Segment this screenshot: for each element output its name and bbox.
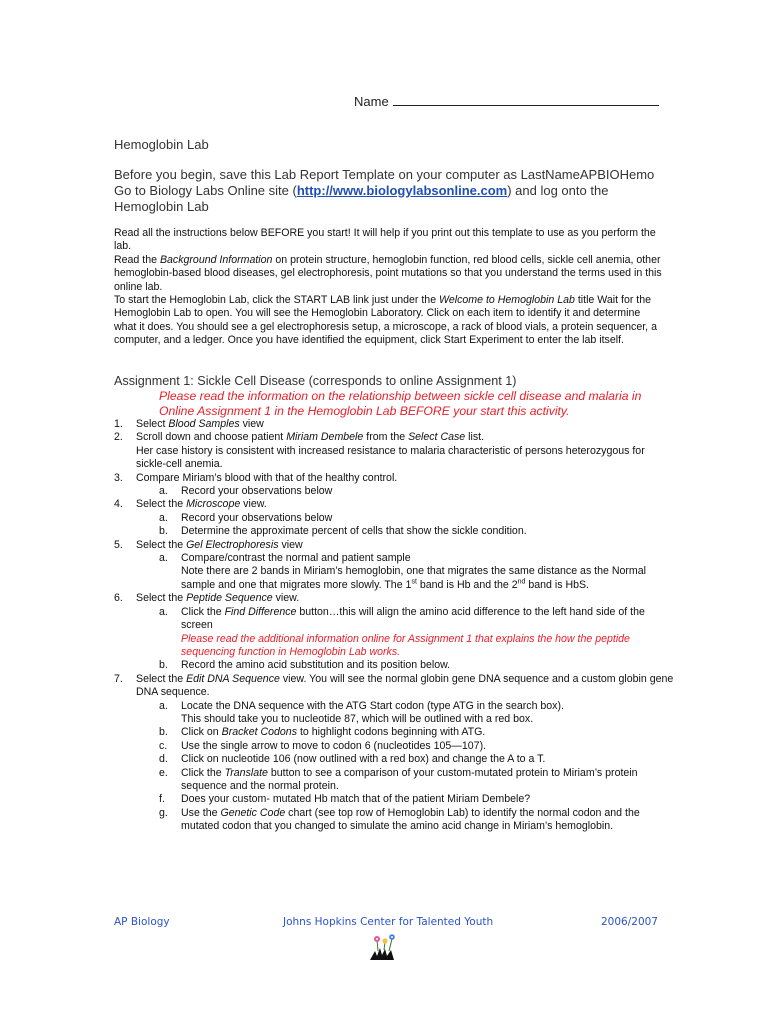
note-sup-2: nd [517,578,526,586]
instructions-p2-em: Background Information [159,253,273,266]
step-text-pre: Select the [136,538,187,551]
substep-letter: a. [159,485,168,498]
step-text-pre: Select the [136,498,187,511]
intro-line-1: Before you begin, save this Lab Report Template on your computer as LastNameAPBIOHemo [114,167,655,182]
substep-text [181,606,674,633]
steps-list [114,418,674,834]
step-7g [114,807,674,834]
step-text [136,592,299,605]
substep-letter: f. [159,793,165,806]
step-text-em: Edit DNA Sequence [186,672,280,685]
step-5a-note [114,565,674,592]
step-4a [114,512,674,525]
step-3a [114,485,674,498]
instructions-p2-pre: Read the [114,253,160,266]
intro-paragraph [114,167,674,215]
step-7a [114,700,674,713]
step-text [136,431,484,444]
instructions-p3-post: title Wait for the Hemoglobin Lab to open. You will see the Hemoglobin Laboratory. Click on each item to identify it and determine what it does. You should see a gel electrophoresis setup, a microscope, a rack of blood vials, a protein sequencer, a computer, and a ledger. Once you have identified the equipment, click Start Experiment to enter the lab itself. [114,294,657,347]
step-2 [114,431,674,444]
intro-line-2 [114,183,674,199]
name-label: Name [354,94,389,109]
assignment-title: Assignment 1: Sickle Cell Disease (corresponds to online Assignment 1) [114,374,517,388]
instructions-p3 [114,294,662,348]
step-7d [114,753,674,766]
instructions-p3-em: Welcome to Hemoglobin Lab [439,294,575,307]
step-text-pre: Select the [136,592,187,605]
substep-text: Does your custom- mutated Hb match that of the patient Miriam Dembele? [181,793,531,806]
substep-letter: a. [159,605,168,618]
substep-letter: a. [159,511,168,524]
substep-letter: b. [159,726,168,739]
note-part-3: band is HbS. [525,578,590,591]
step-text-em: Miriam Dembele [286,431,364,444]
substep-text: Record your observations below [181,511,333,524]
substep-text-post: chart (see top row of Hemoglobin Lab) to identify the normal codon and the mutated codon that you changed to simulate the amino acid change in Miriam’s hemoglobin. [181,806,640,833]
intro-line-3: Hemoglobin Lab [114,199,209,214]
substep-text: Compare/contrast the normal and patient sample [181,552,411,565]
substep-text-pre: Use the [181,806,221,819]
step-6a [114,606,674,633]
step-number: 2. [114,431,123,444]
step-6 [114,592,674,605]
substep-text-em: Find Difference [224,605,297,618]
instructions-p1: Read all the instructions below BEFORE you start! It will help if you print out this template to use as you perform the lab. [114,227,656,253]
name-field-label [354,93,659,109]
substep-text-post: button to see a comparison of your custom-mutated protein to Miriam’s protein sequence and the normal protein. [181,766,638,792]
substep-text: Click on nucleotide 106 (now outlined with a red box) and change the A to a T. [181,753,546,766]
substep-text-em: Genetic Code [220,806,286,819]
step-text-em: Microscope [186,498,241,511]
step-4 [114,498,674,511]
substep-letter: a. [159,552,168,565]
step-number: 1. [114,418,123,430]
note-part-2: band is Hb and the 2 [416,578,518,591]
name-blank-line [393,93,659,106]
step-text-em: Gel Electrophoresis [186,538,279,551]
step-text-post: view. [272,592,300,605]
step-7 [114,673,674,700]
substep-text [181,767,674,794]
step-number: 7. [114,672,123,685]
step-2-continuation: Her case history is consistent with increased resistance to malaria characteristic of persons heterozygous for sickle-cell anemia. [136,444,645,471]
step-4b [114,525,674,538]
footer-right: 2006/2007 [601,916,658,928]
step-6b [114,659,674,672]
substep-text: Locate the DNA sequence with the ATG Start codon (type ATG in the search box). [181,699,564,712]
substep-text: Record your observations below [181,485,333,498]
substep-text: Determine the approximate percent of cells that show the sickle condition. [181,525,527,538]
substep-text-em: Translate [224,766,268,779]
step-text-em: Blood Samples [168,418,240,430]
substep-text-em: Bracket Codons [221,726,297,739]
step-7a-continuation: This should take you to nucleotide 87, which will be outlined with a red box. [181,712,534,725]
step-5a [114,552,674,565]
substep-text [181,807,674,834]
footer-left: AP Biology [114,916,170,928]
intro-line-2-post: ) and log onto the [507,183,609,198]
step-6a-red-note: Please read the additional information online for Assignment 1 that explains the how the peptide sequencing function in Hemoglobin Lab works. [181,632,630,658]
step-text: Compare Miriam’s blood with that of the healthy control. [136,471,398,484]
step-number: 6. [114,592,123,605]
substep-letter: a. [159,699,168,712]
step-text-em2: Select Case [408,431,466,444]
footer-center: Johns Hopkins Center for Talented Youth [283,916,494,928]
step-text-pre: Select [136,418,169,430]
substep-letter: c. [159,739,168,752]
intro-line-2-pre: Go to Biology Labs Online site ( [114,183,297,198]
step-text-post: view [278,538,303,551]
step-text-post: view. You will see the normal globin gene DNA sequence and a custom globin gene DNA sequence. [136,672,674,699]
instructions-p2 [114,254,662,294]
substep-text-pre: Click the [181,766,225,779]
substep-letter: b. [159,659,168,672]
step-text-mid: from the [363,431,409,444]
step-3 [114,472,674,485]
step-text-post: view [239,418,264,430]
cty-flower-logo-icon [367,931,397,961]
step-text-post: list. [465,431,485,444]
substep-letter: d. [159,753,168,766]
substep-letter: b. [159,525,168,538]
step-text [136,673,674,700]
substep-text-post: to highlight codons beginning with ATG. [297,726,486,739]
step-7c [114,740,674,753]
step-number: 3. [114,471,123,484]
step-text [136,498,267,511]
step-text-em: Peptide Sequence [186,592,273,605]
step-text [136,418,264,431]
step-text-post: view. [240,498,267,511]
substep-letter: e. [159,766,168,779]
step-5 [114,539,674,552]
step-7f [114,793,674,806]
substep-text: Record the amino acid substitution and its position below. [181,659,451,672]
assignment-note: Please read the information on the relationship between sickle cell disease and malaria in Online Assignment 1 in the Hemoglobin Lab BEFORE your start this activity. [159,389,642,418]
step-text-pre: Scroll down and choose patient [136,431,287,444]
instructions-p3-pre: To start the Hemoglobin Lab, click the START LAB link just under the [114,294,440,307]
instructions [114,227,662,348]
instructions-p2-post: on protein structure, hemoglobin function, red blood cells, sickle cell anemia, other hemoglobin-based blood diseases, gel electrophoresis, point mutations so that you understand the terms used in this online lab. [114,253,662,293]
step-number: 5. [114,538,123,551]
note-part-1: Note there are 2 bands in Miriam’s hemoglobin, one that migrates the same distance as the Normal sample and one that migrates more slowly. The 1 [181,565,646,591]
step-number: 4. [114,498,123,511]
substep-text: Use the single arrow to move to codon 6 (nucleotides 105—107). [181,739,487,752]
step-1 [114,418,674,431]
step-text-pre: Select the [136,672,187,685]
note-sup-1: st [411,578,417,586]
substep-text-pre: Click on [181,726,222,739]
document-title: Hemoglobin Lab [114,137,209,152]
substep-letter: g. [159,806,168,819]
substep-text [181,726,485,739]
substep-text-post: button…this will align the amino acid difference to the left hand side of the screen [181,605,645,632]
substep-text-pre: Click the [181,605,225,618]
step-text [136,539,303,552]
step-7e [114,767,674,794]
step-7b [114,726,674,739]
biologylabs-link[interactable]: http://www.biologylabsonline.com [296,183,508,198]
